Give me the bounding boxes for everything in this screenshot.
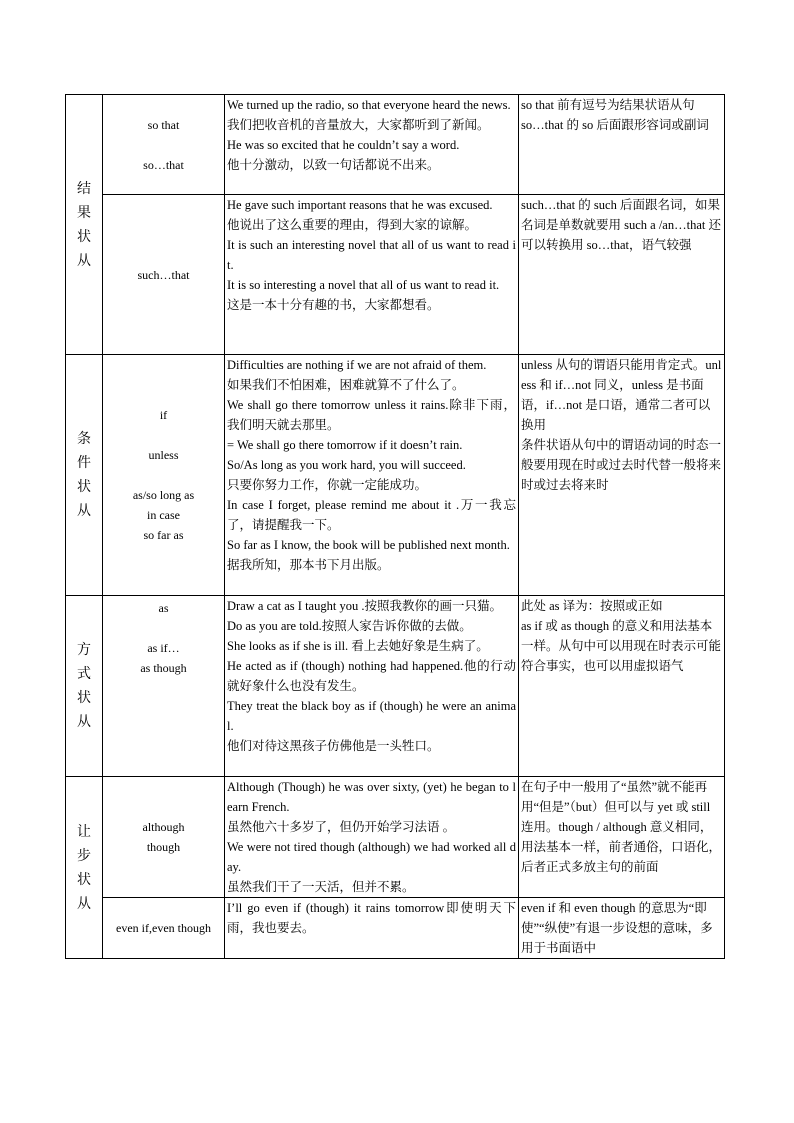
category-cell: 方 式 状 从 (66, 596, 103, 777)
table-row (66, 777, 725, 898)
note-cell: so that 前有逗号为结果状语从句 so…that 的 so 后面跟形容词或副词 (519, 95, 725, 195)
note-cell: such…that 的 such 后面跟名词，如果名词是单数就要用 such a /an…that 还可以转换用 so…that，语气较强 (519, 195, 725, 355)
keyword-cell: if unless as/so long as in case so far as (103, 355, 225, 596)
keyword-cell: so that so…that (103, 95, 225, 195)
example-cell: I’ll go even if (though) it rains tomorrow即使明天下雨，我也要去。 (225, 898, 519, 959)
category-cell: 让 步 状 从 (66, 777, 103, 959)
note-cell: 此处 as 译为：按照或正如 as if 或 as though 的意义和用法基本一样。从句中可以用现在时表示可能符合事实，也可以用虚拟语气 (519, 596, 725, 777)
example-cell: He gave such important reasons that he was excused. 他说出了这么重要的理由，得到大家的谅解。 It is such an interesting novel that all of us want to read it. It is so interesting a novel that all of us want to read it. 这是一本十分有趣的书，大家都想看。 (225, 195, 519, 355)
keyword-cell: even if,even though (103, 898, 225, 959)
category-cell: 结 果 状 从 (66, 95, 103, 355)
example-cell: Difficulties are nothing if we are not afraid of them. 如果我们不怕困难，困难就算不了什么了。 We shall go there tomorrow unless it rains.除非下雨，我们明天就去那里。 = We shall go there tomorrow if it doesn’t rain. So/As long as you work hard, you will succeed. 只要你努力工作，你就一定能成功。 In case I forget, please remind me about it .万一我忘了，请提醒我一下。 So far as I know, the book will be published next month. 据我所知，那本书下月出版。 (225, 355, 519, 596)
example-cell: Although (Though) he was over sixty, (yet) he began to learn French. 虽然他六十多岁了，但仍开始学习法语 。 We were not tired though (although) we had worked all day. 虽然我们干了一天活，但并不累。 (225, 777, 519, 898)
table-row (66, 95, 725, 195)
keyword-cell: as as if… as though (103, 596, 225, 777)
example-cell: We turned up the radio, so that everyone heard the news. 我们把收音机的音量放大，大家都听到了新闻。 He was so excited that he couldn’t say a word. 他十分激动，以致一句话都说不出来。 (225, 95, 519, 195)
keyword-cell: although though (103, 777, 225, 898)
note-cell: unless 从句的谓语只能用肯定式。unless 和 if…not 同义，unless 是书面语，if…not 是口语，通常二者可以换用 条件状语从句中的谓语动词的时态一般要用现在时或过去时代替一般将来时或过去将来时 (519, 355, 725, 596)
keyword-cell: such…that (103, 195, 225, 355)
grammar-table-container (65, 94, 724, 959)
category-cell: 条 件 状 从 (66, 355, 103, 596)
table-row (66, 596, 725, 777)
example-cell: Draw a cat as I taught you .按照我教你的画一只猫。 Do as you are told.按照人家告诉你做的去做。 She looks as if she is ill. 看上去她好象是生病了。 He acted as if (though) nothing had happened.他的行动就好象什么也没有发生。 They treat the black boy as if (though) he were an animal. 他们对待这黑孩子仿佛他是一头牲口。 (225, 596, 519, 777)
table-row (66, 355, 725, 596)
note-cell: 在句子中一般用了“虽然”就不能再用“但是”（but）但可以与 yet 或 still 连用。though / although 意义相同，用法基本一样，前者通俗，口语化，后者正式多放主句的前面 (519, 777, 725, 898)
table-row (66, 195, 725, 355)
table-row (66, 898, 725, 959)
adverbial-clause-table (65, 94, 725, 959)
note-cell: even if 和 even though 的意思为“即使”“纵使”有退一步设想的意味，多用于书面语中 (519, 898, 725, 959)
